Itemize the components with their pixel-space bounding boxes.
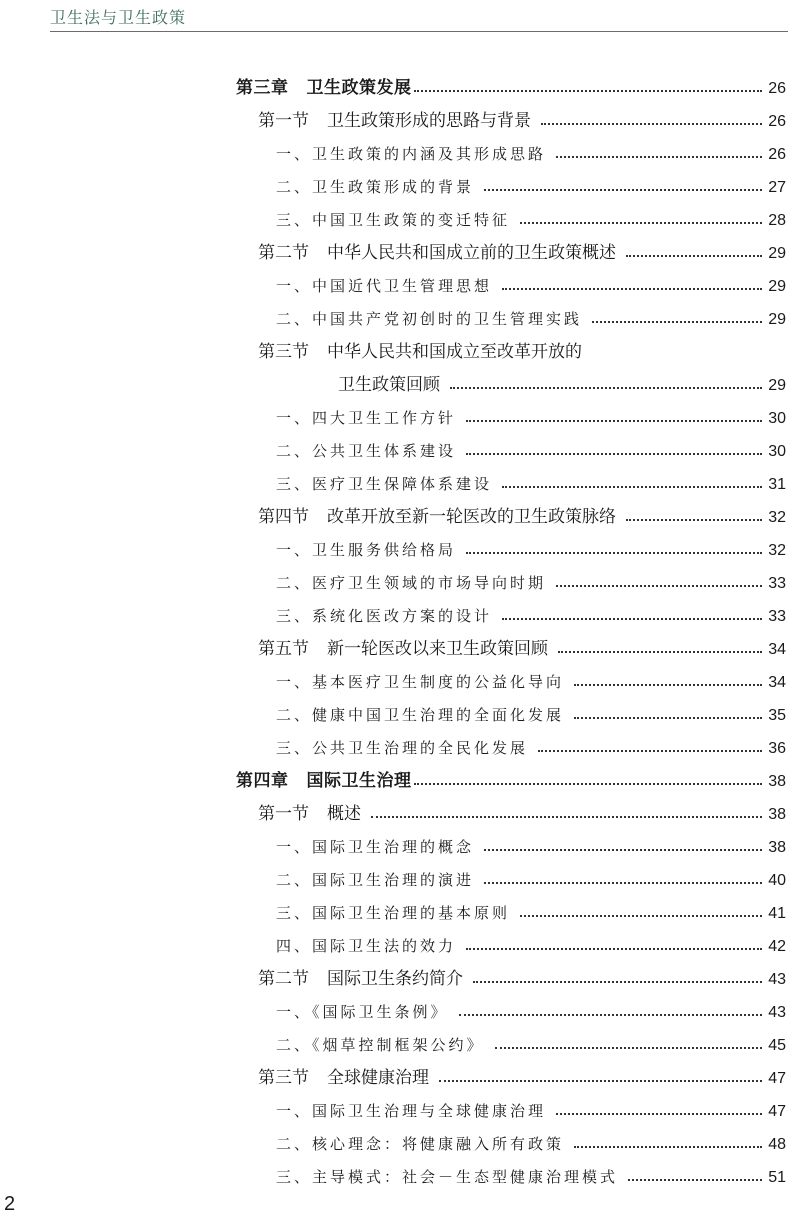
- item-title: 二、核心理念：将健康融入所有政策: [276, 1135, 565, 1153]
- leader-dots: [371, 816, 762, 818]
- page-ref: 43: [768, 971, 786, 988]
- section-title: 卫生政策形成的思路与背景: [327, 111, 531, 131]
- page-ref: 51: [768, 1169, 786, 1186]
- item-title: 三、主导模式：社会－生态型健康治理模式: [276, 1168, 619, 1186]
- toc-item-3-1-2[interactable]: [276, 167, 786, 197]
- toc-item-3-5-3[interactable]: [276, 728, 786, 758]
- section-label: 第三节: [258, 342, 309, 362]
- page-ref: 42: [768, 938, 786, 955]
- toc-section-3-1[interactable]: [258, 101, 786, 131]
- item-title: 一、《国际卫生条例》: [276, 1003, 449, 1021]
- page-ref: 47: [768, 1070, 786, 1087]
- leader-dots: [466, 453, 762, 455]
- toc-item-3-5-2[interactable]: [276, 695, 786, 725]
- leader-dots: [414, 90, 763, 92]
- section-title: 改革开放至新一轮医改的卫生政策脉络: [327, 507, 616, 527]
- page-ref: 29: [768, 245, 786, 262]
- page-ref: 43: [768, 1004, 786, 1021]
- toc-section-3-5[interactable]: [258, 629, 786, 659]
- leader-dots: [459, 1014, 763, 1016]
- section-title: 国际卫生条约简介: [327, 969, 463, 989]
- page-ref: 48: [768, 1136, 786, 1153]
- toc-section-4-3[interactable]: [258, 1058, 786, 1088]
- leader-dots: [414, 783, 763, 785]
- leader-dots: [495, 1047, 763, 1049]
- toc-item-4-2-1[interactable]: [276, 992, 786, 1022]
- page-ref: 31: [768, 476, 786, 493]
- toc-item-3-5-1[interactable]: [276, 662, 786, 692]
- page-ref: 29: [768, 278, 786, 295]
- item-title: 三、中国卫生政策的变迁特征: [276, 211, 511, 229]
- toc-item-3-3-3[interactable]: [276, 464, 786, 494]
- page-ref: 34: [768, 641, 786, 658]
- page-number: 2: [4, 1193, 16, 1215]
- item-title: 二、国际卫生治理的演进: [276, 871, 475, 889]
- page-ref: 28: [768, 212, 786, 229]
- section-label: 第四节: [258, 507, 309, 527]
- leader-dots: [484, 189, 762, 191]
- page-ref: 38: [768, 806, 786, 823]
- toc-section-3-4[interactable]: [258, 497, 786, 527]
- item-title: 二、公共卫生体系建设: [276, 442, 457, 460]
- section-label: 第三节: [258, 1068, 309, 1088]
- section-label: 第二节: [258, 969, 309, 989]
- toc-item-3-1-1[interactable]: [276, 134, 786, 164]
- page-ref: 26: [768, 146, 786, 163]
- page-ref: 32: [768, 542, 786, 559]
- section-label: 第五节: [258, 639, 309, 659]
- page-ref: 33: [768, 575, 786, 592]
- running-header-title: 卫生法与卫生政策: [50, 8, 187, 27]
- page-ref: 30: [768, 443, 786, 460]
- toc-item-4-3-1[interactable]: [276, 1091, 786, 1121]
- page-ref: 27: [768, 179, 786, 196]
- toc-item-3-3-2[interactable]: [276, 431, 786, 461]
- toc-item-3-4-2[interactable]: [276, 563, 786, 593]
- toc-item-4-3-2[interactable]: [276, 1124, 786, 1154]
- toc-section-4-2[interactable]: [258, 959, 786, 989]
- page-ref: 45: [768, 1037, 786, 1054]
- toc-chapter-3[interactable]: [236, 68, 786, 98]
- leader-dots: [574, 1146, 762, 1148]
- item-title: 二、卫生政策形成的背景: [276, 178, 475, 196]
- leader-dots: [556, 585, 762, 587]
- page-ref: 29: [768, 311, 786, 328]
- leader-dots: [628, 1179, 762, 1181]
- item-title: 二、健康中国卫生治理的全面化发展: [276, 706, 565, 724]
- leader-dots: [520, 915, 762, 917]
- leader-dots: [473, 981, 762, 983]
- toc-item-4-1-2[interactable]: [276, 860, 786, 890]
- page-ref: 32: [768, 509, 786, 526]
- leader-dots: [541, 123, 762, 125]
- toc-section-3-3-cont[interactable]: [338, 365, 786, 395]
- page-ref: 26: [768, 113, 786, 130]
- item-title: 三、公共卫生治理的全民化发展: [276, 739, 529, 757]
- toc-section-3-3[interactable]: [258, 332, 582, 362]
- leader-dots: [520, 222, 762, 224]
- section-label: 第一节: [258, 804, 309, 824]
- item-title: 一、国际卫生治理的概念: [276, 838, 475, 856]
- leader-dots: [574, 684, 762, 686]
- item-title: 一、中国近代卫生管理思想: [276, 277, 493, 295]
- section-title: 新一轮医改以来卫生政策回顾: [327, 639, 548, 659]
- page-ref: 47: [768, 1103, 786, 1120]
- header-rule: [50, 31, 788, 32]
- item-title: 三、医疗卫生保障体系建设: [276, 475, 493, 493]
- leader-dots: [626, 255, 762, 257]
- chapter-title: 国际卫生治理: [306, 771, 412, 791]
- page-ref: 36: [768, 740, 786, 757]
- toc-item-4-3-3[interactable]: [276, 1157, 786, 1187]
- chapter-label: 第四章: [236, 771, 289, 791]
- chapter-label: 第三章: [236, 78, 289, 98]
- page-ref: 33: [768, 608, 786, 625]
- item-title: 二、医疗卫生领域的市场导向时期: [276, 574, 547, 592]
- leader-dots: [484, 849, 762, 851]
- leader-dots: [592, 321, 762, 323]
- leader-dots: [574, 717, 762, 719]
- toc-item-3-4-1[interactable]: [276, 530, 786, 560]
- section-title: 中华人民共和国成立前的卫生政策概述: [327, 243, 616, 263]
- item-title: 一、卫生政策的内涵及其形成思路: [276, 145, 547, 163]
- item-title: 一、卫生服务供给格局: [276, 541, 457, 559]
- leader-dots: [558, 651, 762, 653]
- toc-item-4-1-1[interactable]: [276, 827, 786, 857]
- leader-dots: [626, 519, 762, 521]
- item-title: 一、四大卫生工作方针: [276, 409, 457, 427]
- section-title-continued: 卫生政策回顾: [338, 375, 440, 395]
- page-ref: 26: [768, 80, 786, 97]
- toc-item-4-1-3[interactable]: [276, 893, 786, 923]
- leader-dots: [439, 1080, 762, 1082]
- item-title: 一、国际卫生治理与全球健康治理: [276, 1102, 547, 1120]
- leader-dots: [466, 552, 762, 554]
- toc-item-3-3-1[interactable]: [276, 398, 786, 428]
- page-ref: 35: [768, 707, 786, 724]
- page-ref: 40: [768, 872, 786, 889]
- toc-section-3-2[interactable]: [258, 233, 786, 263]
- item-title: 四、国际卫生法的效力: [276, 937, 457, 955]
- page-ref: 29: [768, 377, 786, 394]
- section-title: 概述: [327, 804, 361, 824]
- item-title: 三、系统化医改方案的设计: [276, 607, 493, 625]
- item-title: 三、国际卫生治理的基本原则: [276, 904, 511, 922]
- leader-dots: [556, 1113, 762, 1115]
- leader-dots: [466, 420, 762, 422]
- section-label: 第一节: [258, 111, 309, 131]
- leader-dots: [502, 486, 762, 488]
- item-title: 二、《烟草控制框架公约》: [276, 1036, 485, 1054]
- toc-chapter-4[interactable]: [236, 761, 786, 791]
- leader-dots: [502, 288, 762, 290]
- toc-item-3-2-2[interactable]: [276, 299, 786, 329]
- page-ref: 30: [768, 410, 786, 427]
- page-ref: 34: [768, 674, 786, 691]
- toc-item-3-1-3[interactable]: [276, 200, 786, 230]
- toc-item-4-1-4[interactable]: [276, 926, 786, 956]
- leader-dots: [484, 882, 762, 884]
- leader-dots: [450, 387, 762, 389]
- toc-item-3-4-3[interactable]: [276, 596, 786, 626]
- page-ref: 41: [768, 905, 786, 922]
- page-ref: 38: [768, 839, 786, 856]
- toc-item-4-2-2[interactable]: [276, 1025, 786, 1055]
- toc-item-3-2-1[interactable]: [276, 266, 786, 296]
- leader-dots: [556, 156, 762, 158]
- item-title: 一、基本医疗卫生制度的公益化导向: [276, 673, 565, 691]
- chapter-title: 卫生政策发展: [306, 78, 412, 98]
- page-ref: 38: [768, 773, 786, 790]
- leader-dots: [502, 618, 762, 620]
- section-label: 第二节: [258, 243, 309, 263]
- section-title: 中华人民共和国成立至改革开放的: [327, 342, 582, 362]
- toc-section-4-1[interactable]: [258, 794, 786, 824]
- leader-dots: [466, 948, 762, 950]
- section-title: 全球健康治理: [327, 1068, 429, 1088]
- item-title: 二、中国共产党初创时的卫生管理实践: [276, 310, 583, 328]
- leader-dots: [538, 750, 762, 752]
